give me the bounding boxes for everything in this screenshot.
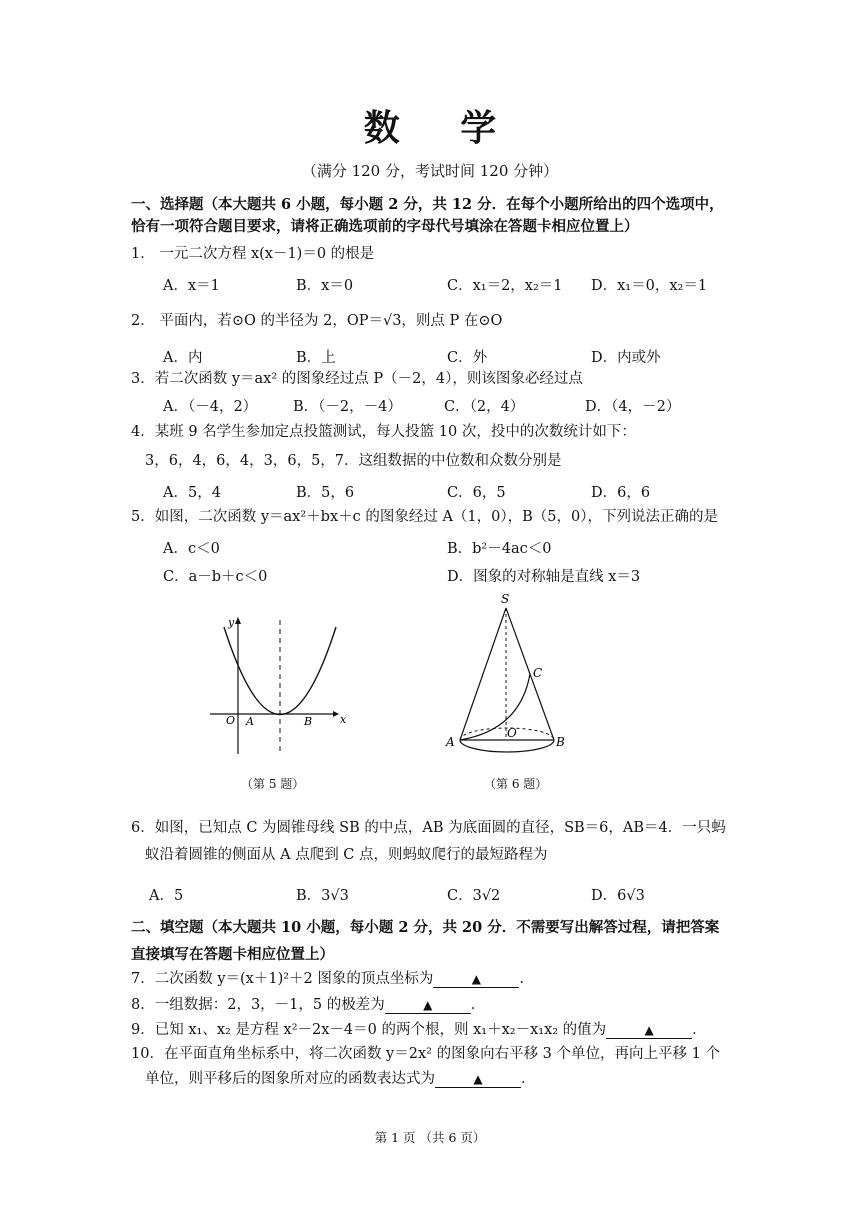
page-title: 数 学 xyxy=(363,107,521,149)
question-1-option-a: A．x＝1 xyxy=(163,278,220,294)
question-10-answer-blank: ▲ xyxy=(435,1071,521,1088)
question-6-option-c: C．3√2 xyxy=(447,888,501,904)
section1-heading: 一、选择题（本大题共 6 小题，每小题 2 分，共 12 分．在每个小题所给出的四个选项中， xyxy=(131,196,724,213)
x-axis-arrow xyxy=(333,711,339,717)
cone-edge-sa xyxy=(460,608,506,740)
question-5-option-d: D．图象的对称轴是直线 x＝3 xyxy=(447,569,641,585)
question-5-option-c: C．a－b＋c＜0 xyxy=(163,569,268,585)
base-front-arc xyxy=(460,740,554,752)
question-7 xyxy=(131,968,534,990)
section1-heading-cont: 恰有一项符合题目要求，请将正确选项前的字母代号填涂在答题卡相应位置上） xyxy=(131,218,639,235)
question-8-end: ． xyxy=(470,997,486,1013)
point-a-label: A xyxy=(246,715,254,728)
question-10-end: ． xyxy=(521,1071,536,1087)
question-9-end: ． xyxy=(692,1022,707,1038)
point-b-label: B xyxy=(556,735,565,749)
point-c-label: C xyxy=(533,666,543,680)
origin-label: O xyxy=(226,714,236,727)
point-s-label: S xyxy=(501,592,510,606)
point-b-label: B xyxy=(304,715,313,728)
figure-5-parabola xyxy=(200,612,350,762)
question-3-option-c: C．（2，4） xyxy=(444,399,525,415)
figure-5-caption: （第 5 题） xyxy=(241,777,305,791)
question-10-stem-cont: 单位，则平移后的图象所对应的函数表达式为 xyxy=(145,1071,435,1087)
question-4-option-c: C．6，5 xyxy=(447,485,506,501)
figure-6-cone xyxy=(440,588,575,758)
question-1-stem: 1． 一元二次方程 x(x－1)＝0 的根是 xyxy=(131,246,375,262)
question-6-stem-cont: 蚁沿着圆锥的侧面从 A 点爬到 C 点，则蚂蚁爬行的最短路程为 xyxy=(145,847,548,863)
exam-info: （满分 120 分，考试时间 120 分钟） xyxy=(301,162,559,180)
point-a-label: A xyxy=(446,735,455,749)
question-4-option-d: D．6，6 xyxy=(591,485,651,501)
question-2-option-b: B．上 xyxy=(296,350,336,366)
question-9 xyxy=(131,1019,707,1041)
figure-6-caption: （第 6 题） xyxy=(484,777,548,791)
section2-heading-cont: 直接填写在答题卡相应位置上） xyxy=(131,946,334,963)
question-6-option-d: D．6√3 xyxy=(591,888,645,904)
question-5-option-b: B．b²－4ac＜0 xyxy=(447,541,552,557)
question-4-option-a: A．5，4 xyxy=(163,485,221,501)
question-2-option-d: D．内或外 xyxy=(591,350,661,366)
section2-heading: 二、填空题（本大题共 10 小题，每小题 2 分，共 20 分．不需要写出解答过程，请把答案 xyxy=(131,919,720,936)
question-6-option-b: B．3√3 xyxy=(296,888,349,904)
question-1-option-b: B．x＝0 xyxy=(296,278,354,294)
question-6-option-a: A．5 xyxy=(149,888,184,904)
question-4-data: 3，6，4，6，4，3，6，5，7．这组数据的中位数和众数分别是 xyxy=(145,453,562,469)
question-5-option-a: A．c＜0 xyxy=(163,541,220,557)
question-1-option-c: C．x₁＝2，x₂＝1 xyxy=(447,278,563,294)
question-5-stem: 5．如图，二次函数 y＝ax²＋bx＋c 的图象经过 A（1，0），B（5，0），下列说法正确的是 xyxy=(131,509,718,525)
question-8 xyxy=(131,994,485,1016)
y-axis-label: y xyxy=(228,616,235,629)
question-7-stem: 7．二次函数 y＝(x＋1)²＋2 图象的顶点坐标为 xyxy=(131,971,434,987)
question-4-option-b: B．5，6 xyxy=(296,485,355,501)
question-2-option-a: A．内 xyxy=(163,350,203,366)
x-axis-label: x xyxy=(340,713,347,726)
question-1-option-d: D．x₁＝0，x₂＝1 xyxy=(591,278,708,294)
question-7-end: ． xyxy=(519,971,534,987)
question-8-answer-blank: ▲ xyxy=(385,997,471,1014)
question-10 xyxy=(145,1068,536,1090)
question-2-option-c: C．外 xyxy=(447,350,488,366)
question-7-answer-blank: ▲ xyxy=(433,971,519,988)
question-9-answer-blank: ▲ xyxy=(606,1022,692,1039)
question-3-option-a: A．（－4，2） xyxy=(163,399,258,415)
question-8-stem: 8．一组数据：2，3，－1，5 的极差为 xyxy=(131,997,385,1013)
question-2-stem: 2． 平面内，若⊙O 的半径为 2，OP＝√3，则点 P 在⊙O xyxy=(131,313,503,329)
question-9-stem: 9．已知 x₁、x₂ 是方程 x²－2x－4＝0 的两个根，则 x₁＋x₂－x₁x₂ 的值为 xyxy=(131,1022,607,1038)
question-3-option-b: B．（－2，－4） xyxy=(293,399,402,415)
question-3-stem: 3．若二次函数 y＝ax² 的图象经过点 P（－2，4），则该图象必经过点 xyxy=(131,371,583,387)
center-o-label: O xyxy=(507,726,517,740)
y-axis-arrow xyxy=(235,617,241,624)
ant-path xyxy=(460,674,530,740)
question-3-option-d: D．（4，－2） xyxy=(585,399,681,415)
question-4-stem: 4．某班 9 名学生参加定点投篮测试，每人投篮 10 次，投中的次数统计如下： xyxy=(131,424,636,440)
question-10-stem: 10．在平面直角坐标系中，将二次函数 y＝2x² 的图象向右平移 3 个单位，再向上平移 1 个 xyxy=(131,1046,720,1062)
question-6-stem: 6．如图，已知点 C 为圆锥母线 SB 的中点，AB 为底面圆的直径，SB＝6，AB＝4．一只蚂 xyxy=(131,820,726,836)
page-footer: 第 1 页 （共 6 页） xyxy=(374,1130,486,1145)
